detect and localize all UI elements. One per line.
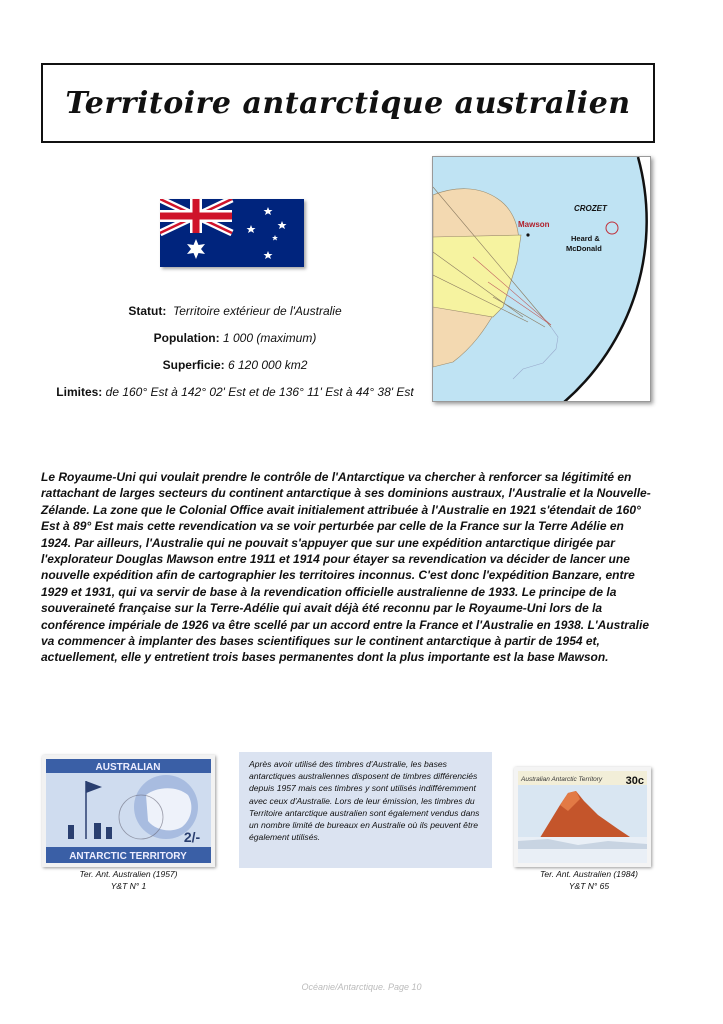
- stamp-1957-bottom-text: ANTARCTIC TERRITORY: [69, 851, 187, 862]
- stamp-1957-caption-line1: Ter. Ant. Australien (1957): [79, 869, 178, 879]
- fact-statut: [40, 304, 430, 318]
- fact-superficie-value: 6 120 000 km2: [227, 358, 308, 372]
- title-box: [41, 63, 655, 143]
- fact-superficie-label: Superficie:: [162, 358, 225, 372]
- stamp-1984: [514, 767, 651, 867]
- stamp-1957: [42, 755, 215, 867]
- main-paragraph: Le Royaume-Uni qui voulait prendre le contrôle de l'Antarctique va chercher à renforcer sa légitimité en rattachant de larges secteurs du continent antarctique à ses dominions austraux, l'Australie et la Nouvelle-Zélande. La zone que le Colonial Office avait initialement attribuée à l'Australie en 1921 s'étendait de 160° Est à 89° Est mais cette revendication va se voir perturbée par celle de la France sur la Terre Adélie en 1924. Par ailleurs, l'Australie qui ne pouvait s'appuyer que sur une expédition antarctique dirigée par l'explorateur Douglas Mawson entre 1911 et 1914 pour étayer sa revendication va décider de lancer une nouvelle expédition afin de cartographier les territoires inconnus. C'est donc l'expédition Banzare, entre 1929 et 1931, qui va servir de base à la revendication officielle australienne de 1933. Le principe de la souveraineté française sur la Terre-Adélie qui avait déjà été reconnu par le Royaume-Uni lors de la conférence impériale de 1926 va être scellé par un accord entre la France et l'Australie en 1938. L'Australie va commencer à implanter des bases scientifiques sur le continent antarctique à partir de 1954 et, actuellement, elle y entretient trois bases permanentes dont la plus importante est la base Mawson.: [41, 470, 651, 665]
- fact-population-value: 1 000 (maximum): [222, 331, 317, 345]
- stamp-1957-caption-line2: Y&T N° 1: [110, 881, 147, 891]
- map-label-mawson: Mawson: [518, 220, 550, 229]
- fact-population: [40, 331, 430, 345]
- map-label-heard: Heard &: [571, 234, 600, 243]
- fact-limites: [40, 385, 430, 399]
- stamp-1984-caption-line2: Y&T N° 65: [568, 881, 610, 891]
- page-footer: Océanie/Antarctique. Page 10: [301, 982, 422, 992]
- fact-population-label: Population:: [153, 331, 220, 345]
- map-label-mcdonald: McDonald: [566, 244, 602, 253]
- map-label-crozet: CROZET: [574, 204, 607, 213]
- stamp-1957-caption: [42, 868, 215, 892]
- stamp-1984-top-text: Australian Antarctic Territory: [521, 776, 603, 783]
- australian-flag: [160, 199, 304, 267]
- page-title: Territoire antarctique australien: [65, 85, 631, 121]
- stamp-1957-value: 2/-: [183, 829, 201, 845]
- fact-limites-label: Limites:: [56, 385, 103, 399]
- territory-map: [432, 156, 651, 402]
- stamp-1984-value: 30c: [625, 775, 644, 787]
- fact-limites-value: de 160° Est à 142° 02' Est et de 136° 11' Est à 44° 38' Est: [105, 385, 414, 399]
- stamp-1984-caption-line1: Ter. Ant. Australien (1984): [540, 869, 638, 879]
- fact-superficie: [40, 358, 430, 372]
- stamp-1984-caption: [514, 868, 664, 892]
- stamp-1957-top-text: AUSTRALIAN: [95, 762, 161, 773]
- info-box: Après avoir utilisé des timbres d'Australie, les bases antarctiques australiennes disposent de timbres différenciés depuis 1957 mais ces timbres y sont utilisés indifféremment avec ceux d'Australie. Lors de leur émission, les timbres du Territoire antarctique australien sont également vendus dans un nombre limité de bureaux en Australie où ils peuvent être également utilisés.: [239, 752, 492, 868]
- fact-statut-value: Territoire extérieur de l'Australie: [173, 304, 342, 318]
- fact-statut-label: Statut:: [128, 304, 167, 318]
